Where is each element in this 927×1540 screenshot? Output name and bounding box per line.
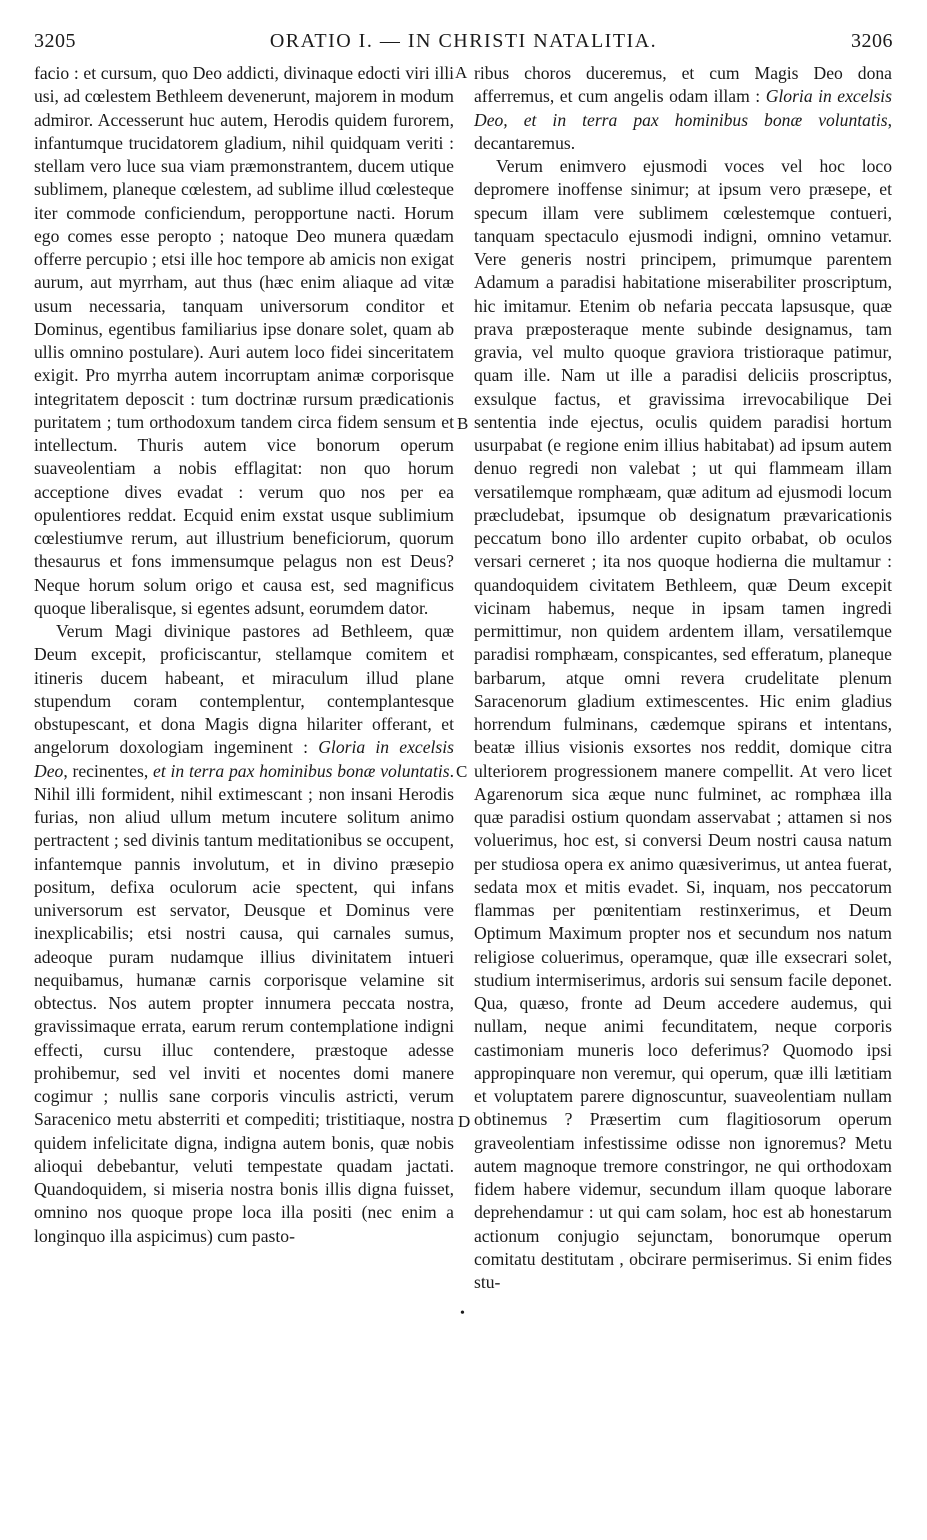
running-header: [34, 30, 893, 58]
left-paragraph-1: facio : et cursum, quo Deo addicti, divinaque edocti viri illi usi, ad cœlestem Bethleem devenerunt, majorem in modum admiror. Accesserunt huc autem, Herodis quidem furorem, infantumque trucidatorem gladium, nihil quidquam veriti : stellam vero luce sua viam præmonstrantem, ducem utique sublimem, planeque cœlestem, ad sublime illud cœlesteque iter commode conficiendum, peropportune nacti. Horum ego comes esse peropto ; natoque Deo munera quædam offerre percupio ; etsi ille hoc tempore ab amicis non exigat aurum, aut myrrham, aut thus (hæc enim aliaque ad vitæ usum necessaria, tanquam universorum conditor et Dominus, egentibus familiarius ipse donare solet, quam ab ullis omnino postulare). Auri autem loco fidei sinceritatem exigit. Pro myrrha autem incorruptam animæ corporisque integritatem deposcit : tum doctrinæ rursum prædicationis puritatem ; tum orthodoxum tandem circa fidem sensum et intellectum. Thuris autem vice bonorum operum suaveolentiam a nobis efflagitat: non quo horum acceptione dives evadat : verum quo nos per ea opulentiores reddat. Ecquid enim exstat usque sublimium cœlestiumve rerum, aut illustrium beneficiorum, quorum thesaurus et fons immensumque pelagus non est Deus? Neque horum solum origo et causa est, sed magnificus quoque liberalisque, si egentes adsunt, eorumdem dator.: [34, 63, 454, 618]
left-column: [34, 62, 454, 1248]
left-p2-italic-2: et in terra pax hominibus bonæ voluntatis: [153, 760, 450, 781]
right-p1-end: , decantaremus.: [474, 109, 892, 153]
left-p2-mid: , recinentes,: [63, 760, 154, 781]
margin-marker-a: A: [455, 63, 468, 82]
left-p2-start: Verum Magi divinique pastores ad Bethleem, quæ Deum excepit, proficiscantur, stellamque comitem et itineris ducem habeant, et miraculum illud plane stupendum coram contemplentur, contemplantesque obstupescant, et dona Magis digna hilariter offerant, et angelorum doxologiam ingeminent :: [34, 621, 454, 758]
running-title: ORATIO I. — IN CHRISTI NATALITIA.: [269, 30, 658, 52]
right-p1-italic: Gloria in excelsis Deo, et in terra pax hominibus bonæ voluntatis: [474, 86, 892, 130]
margin-marker-c: C: [456, 762, 468, 781]
right-column: [474, 62, 892, 1294]
right-page-number: 3206: [851, 30, 893, 52]
margin-marker-d: D: [458, 1112, 471, 1131]
left-p2-italic-1: Gloria in excelsis Deo: [34, 737, 454, 781]
right-p1-start: ribus choros duceremus, et cum Magis Deo dona afferremus, et cum angelis odam illam :: [474, 63, 892, 107]
margin-marker-star: •: [460, 1306, 465, 1321]
left-p2-end: . Nihil illi formident, nihil extimescant ; non insani Herodis furias, non aliud ullum metum incutere solitum animo pertractent ; sed divinis tantum meditationibus se occupent, infantemque pannis involutum, et in divino præsepio positum, defixa oculorum acie spectent, qui infans universorum est servator, Deusque et Dominus vere inexplicabilis; etsi nostri causa, qui carnales sumus, adeoque puram nudamque illius divinitatem intueri nequibamus, humanæ carnis corporisque velamine sit obtectus. Nos autem propter innumera peccata nostra, gravissimaque errata, earum rerum contemplatione indigni effecti, cursu illuc contendere, præstoque adesse prohibemur, sed vel inviti et nocentes domi manere cogimur ; nullis sane corporis vinculis astricti, verum Saracenico metu absterriti et compediti; tristitiaque, nostra quidem infelicitate digna, indigna autem bonis, quæ nobis alioqui debebantur, veluti tempestate quadam jactati. Quandoquidem, si miseria nostra bonis illis digna fuisset, omnino nos quoque prope loca illa positi (nec enim a longinquo illa aspicimus) cum pasto-: [34, 760, 454, 1246]
left-paragraph-2: [34, 620, 454, 1248]
right-paragraph-1: [474, 62, 892, 155]
left-page-number: 3205: [34, 30, 76, 52]
right-paragraph-2: Verum enimvero ejusmodi voces vel hoc loco depromere inoffense sinimur; at ipsum vero præsepe, et specum illam vere sublimem cœlestemque contueri, tanquam spectaculo ejusmodi indigni, omnino vetamur. Vere generis nostri principem, primumque parentem Adamum a paradisi habitatione miserabiliter proscriptum, hic imitamur. Etenim ob nefaria peccata lapsusque, quæ prava præposteraque mente subinde designamus, tam gravia, vel multo quoque graviora tristioraque patimur, quam ille. Nam ut ille a paradisi deliciis proscriptus, exsulque factus, et gravissima irrevocabilique Dei sententia inde ejectus, oculis quidem paradisi hortum usurpabat (e regione enim illius habitabat) ad ipsum autem denuo regredi non valebat ; ut qui flammeam illam versatilemque romphæam, quæ aditum ad ejusmodi locum præcludebat, ipsumque ob designatum prævaricationis peccatum bono illo ardenter cupito orbabat, ob oculos versari cerneret ; ita nos quoque hodierna die multamur : quandoquidem civitatem Bethleem, quæ Deum excepit vicinam habemus, neque in ipsam tamen ingredi permittimur, non quidem ardentem illam, versatilemque paradisi romphæam, conspicantes, sed efferatum, planeque barbarum, atque omni revera crudelitate plenum Saracenorum gladium extimescentes. Hic enim gladius horrendum fulminans, cædemque spirans et intentans, beatæ illius visionis exsortes nos reddit, domique citra ulteriorem progressionem manere compellit. At vero licet Agarenorum sica æque nunc fulminet, ac romphæa illa quæ paradisi ostium quondam asservabat ; attamen si nos voluerimus, hoc est, si conversi Deum nostri causa natum per studiosa opera ex animo quæsiverimus, ut antea fuerat, sedata mox et mitis evadet. Si, inquam, nos peccatorum flammas per pœnitentiam restinxerimus, et Deum Optimum Maximum propter nos et secundum nos natum religiose coluerimus, operamque, quæ ille exsecrari solet, studium intermiserimus, ardoris sui sensum facile deponet. Qua, quæso, fronte ad Deum accedere audemus, qui nullam, neque animi fecunditatem, neque corporis castimoniam muneris loco deferimus? Quomodo ipsi appropinquare non veremur, qui operum, quæ illi lætitiam et voluptatem parere dignoscuntur, suaveolentiam nullam obtinemus ? Præsertim cum flagitiosorum operum graveolentiam infestissime odisse non ignoremus? Metu autem magnoque tremore constringor, ne qui orthodoxam fidem habere videmur, secundum illam quoque laborare deprehendamur : ut qui cam solam, hoc est ab honestarum actionum conjugio sejunctam, bonorumque operum comitatu destitutam , obcirare permiserimus. Si enim fides stu-: [474, 156, 892, 1292]
margin-marker-b: B: [457, 414, 469, 433]
